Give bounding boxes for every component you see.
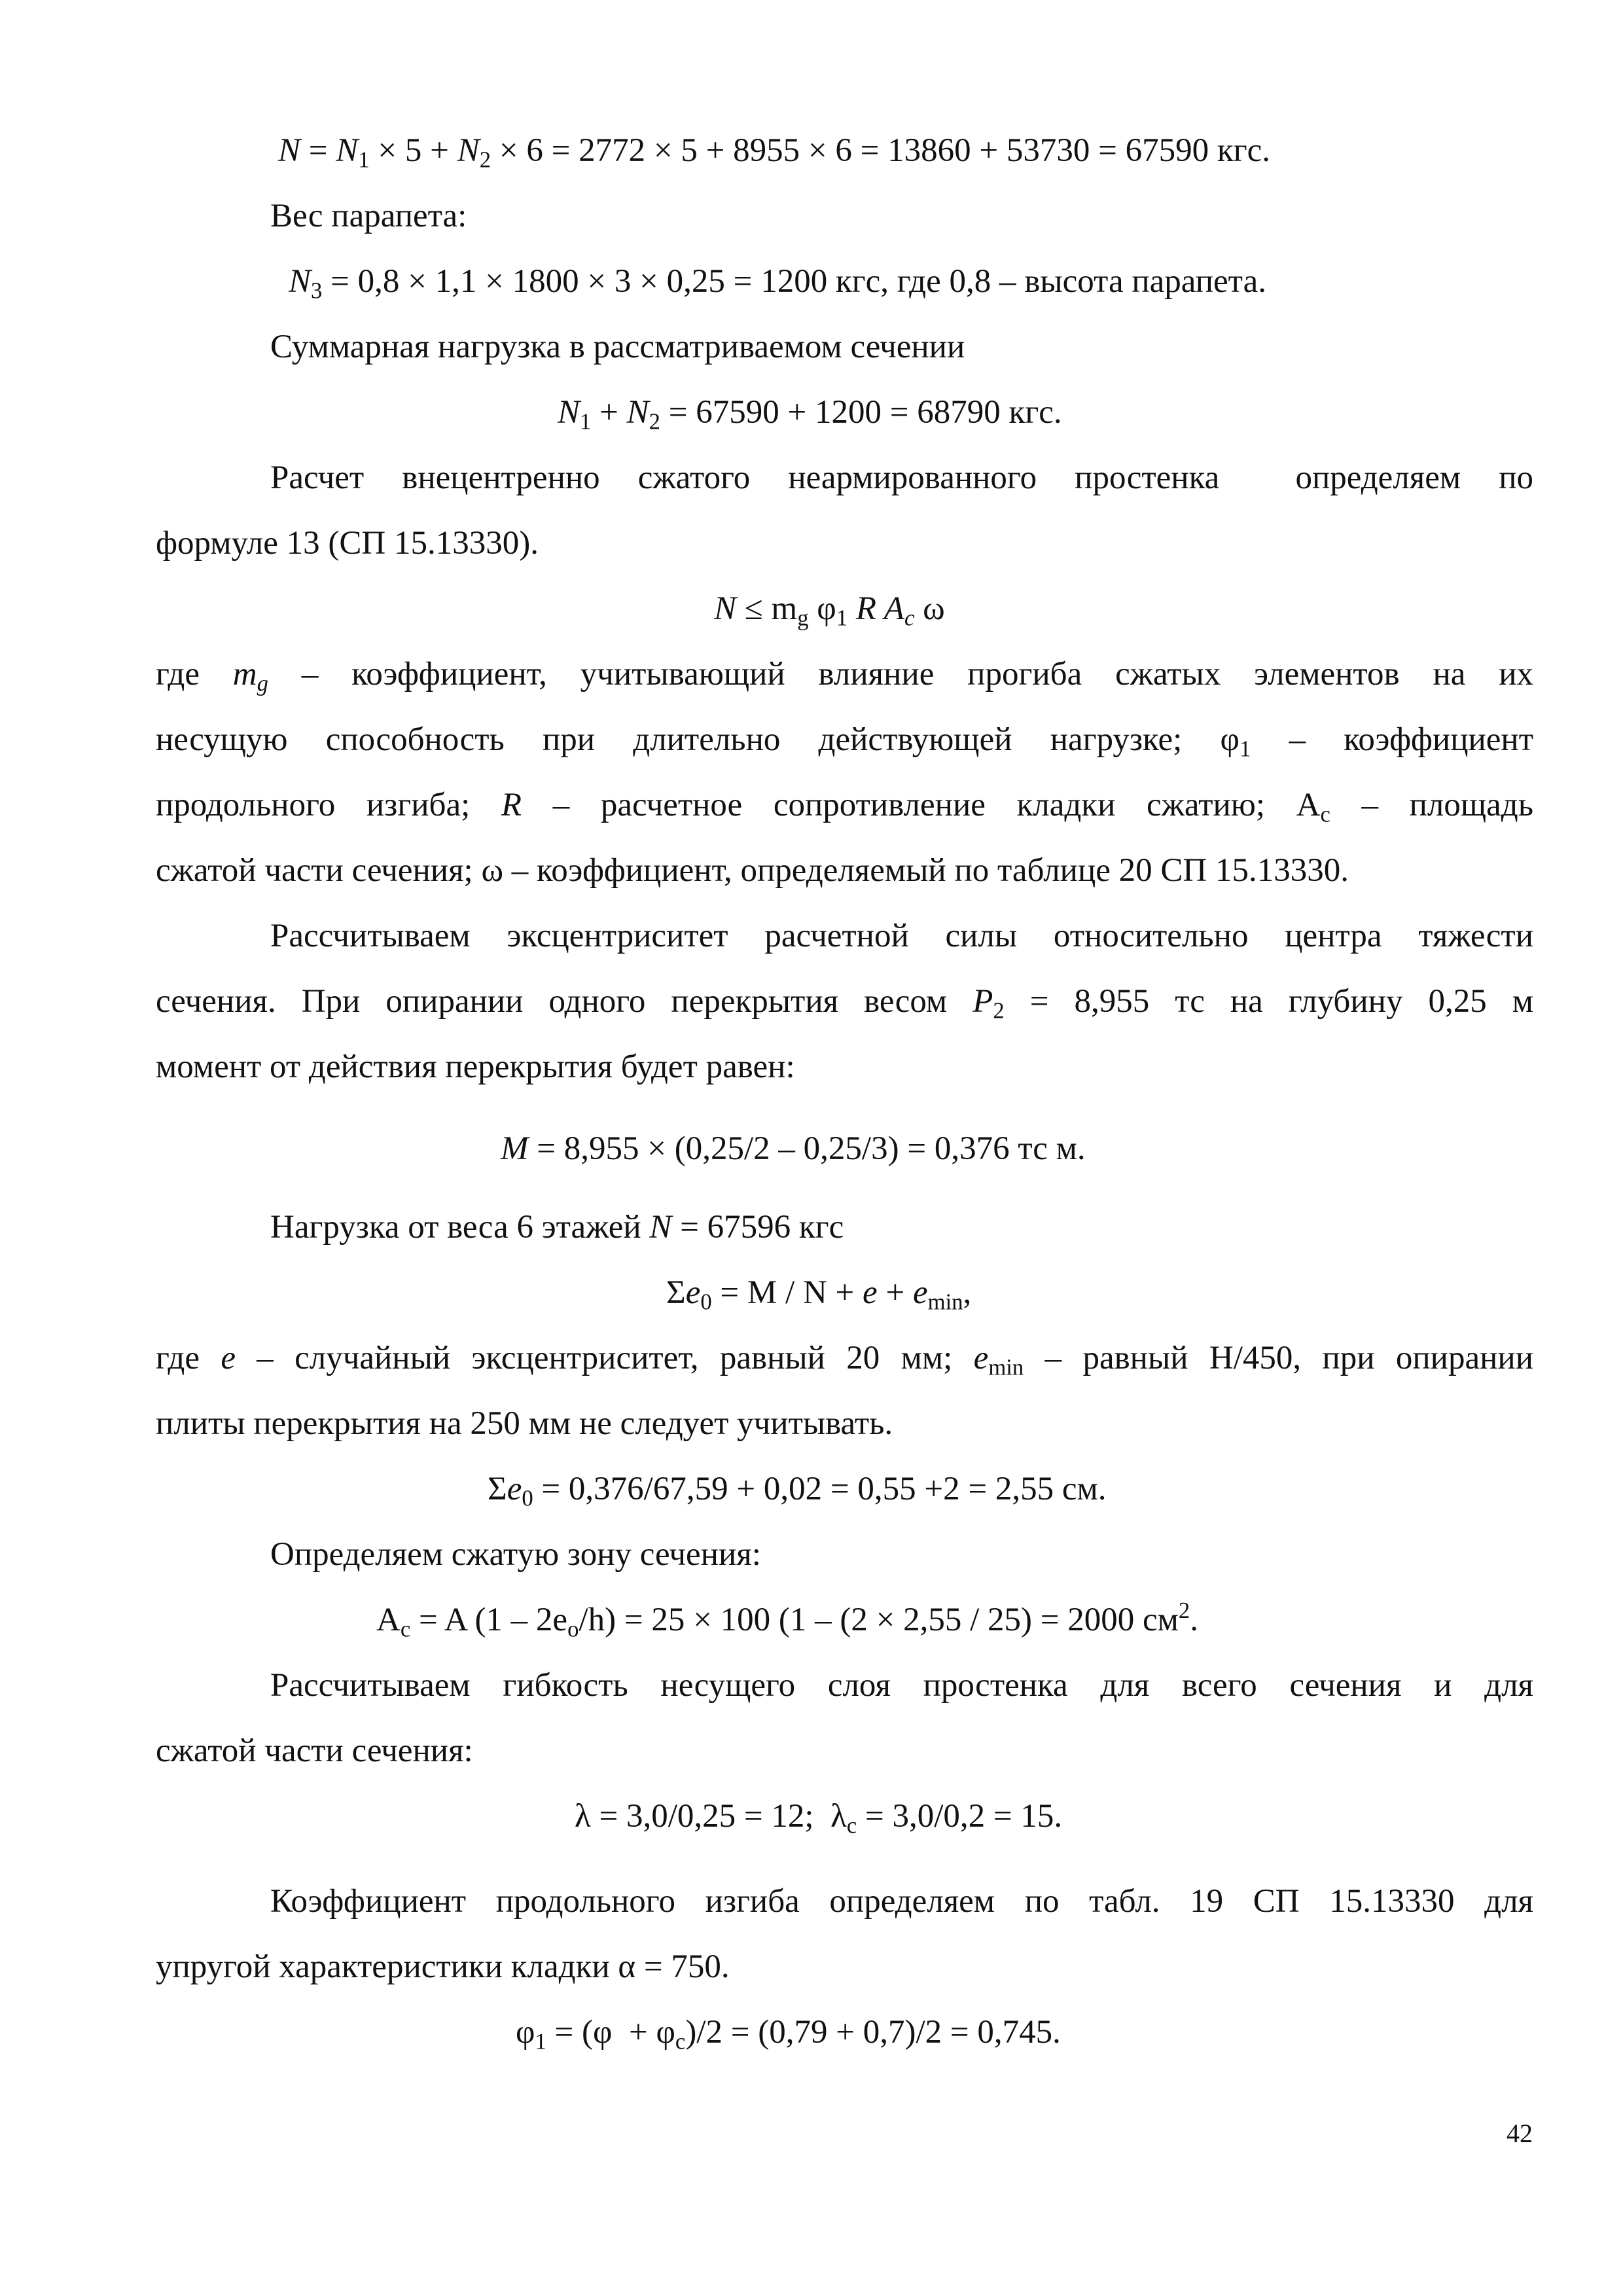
formula-sum-load: $N_1 + N_2 = 67590 + 1200 = 68790$ кгс. bbox=[558, 394, 1062, 435]
paragraph-where-e-line1: где e – случайный эксцентриситет, равный 20 мм; $e_{min}$ – равный H/450, при опирании bbox=[156, 1340, 1533, 1380]
paragraph-where-e-line2: плиты перекрытия на 250 мм не следует учитывать. bbox=[156, 1405, 893, 1442]
paragraph-eccentricity-line2: сечения. При опирании одного перекрытия весом $P_2 = 8,955$ тс на глубину 0,25 м bbox=[156, 983, 1534, 1024]
paragraph-compressed-zone: Определяем сжатую зону сечения: bbox=[270, 1536, 761, 1573]
paragraph-total-load-heading: Суммарная нагрузка в рассматриваемом сечении bbox=[270, 329, 965, 365]
paragraph-where-mg-line2: несущую способность при длительно действующей нагрузке; $\varphi_1$ – коэффициент bbox=[156, 721, 1533, 762]
paragraph-load-6-floors: Нагрузка от веса 6 этажей N = 67596 кгс bbox=[270, 1209, 844, 1246]
formula-compressed-area: $A_c = A$ $(1 - 2e_o/h) = 25 \times 100$ (1 – (2 × 2,55 / 25) = 2000 $см^2$. bbox=[376, 1597, 1198, 1642]
paragraph-where-mg-line1: где $m_g$ – коэффициент, учитывающий влияние прогиба сжатых элементов на их bbox=[156, 656, 1533, 696]
paragraph-slenderness-line2: сжатой части сечения: bbox=[156, 1732, 473, 1769]
formula-strength-condition: $N \le m_g$ $\varphi_1$ R $A_c$ ω bbox=[714, 590, 945, 631]
paragraph-calc-method-line2: формуле 13 (СП 15.13330). bbox=[156, 525, 539, 562]
paragraph-parapet-heading: Вес парапета: bbox=[270, 198, 467, 234]
paragraph-where-mg-line3: продольного изгиба; R – расчетное сопротивление кладки сжатию; $A_c$ – площадь bbox=[156, 787, 1533, 827]
formula-buckling-coef: $\varphi_1 = (\varphi + \varphi_c)/2 = (0,79 + 0,7)/2 = 0,745$. bbox=[516, 2014, 1061, 2054]
page-number: 42 bbox=[1507, 2119, 1533, 2148]
formula-eccentricity-value: $\Sigma e_0 = 0,376/67,59 + 0,02 = 0,55 +2 = 2,55$ см. bbox=[488, 1471, 1107, 1511]
paragraph-buckling-coef-line1: Коэффициент продольного изгиба определяем по табл. 19 СП 15.13330 для bbox=[270, 1883, 1533, 1920]
formula-slenderness: λ = 3,0/0,25 = 12; $\lambda_c = 3,0/0,2 = 15$. bbox=[575, 1798, 1063, 1839]
paragraph-where-mg-line4: сжатой части сечения; ω – коэффициент, определяемый по таблице 20 СП 15.13330. bbox=[156, 852, 1349, 889]
paragraph-eccentricity-line1: Рассчитываем эксцентриситет расчетной силы относительно центра тяжести bbox=[270, 918, 1533, 954]
paragraph-buckling-coef-line2: упругой характеристики кладки α = 750. bbox=[156, 1948, 730, 1985]
formula-parapet-weight: $N_3 = 0,8 \times 1,1 \times 1800 \times 3 \times 0,25 = 1200$ кгс, где 0,8 – высота парапета. bbox=[289, 263, 1266, 304]
formula-moment: M = 8,955 × (0,25/2 – 0,25/3) = 0,376 тс м. bbox=[501, 1130, 1086, 1167]
paragraph-eccentricity-line3: момент от действия перекрытия будет равен: bbox=[156, 1049, 795, 1085]
formula-eccentricity-sum: $\Sigma e_0 = M / N + e + e_{min}$, bbox=[666, 1274, 972, 1315]
paragraph-slenderness-line1: Рассчитываем гибкость несущего слоя простенка для всего сечения и для bbox=[270, 1667, 1533, 1704]
paragraph-calc-method-line1: Расчет внецентренно сжатого неармированного простенка определяем по bbox=[270, 459, 1533, 496]
formula-total-load-n: $N = N_1 \times 5 + N_2 \times 6 = 2772 \times 5 + 8955 \times 6 = 13860 + 53730 = 67590$ кгс. bbox=[278, 132, 1271, 173]
